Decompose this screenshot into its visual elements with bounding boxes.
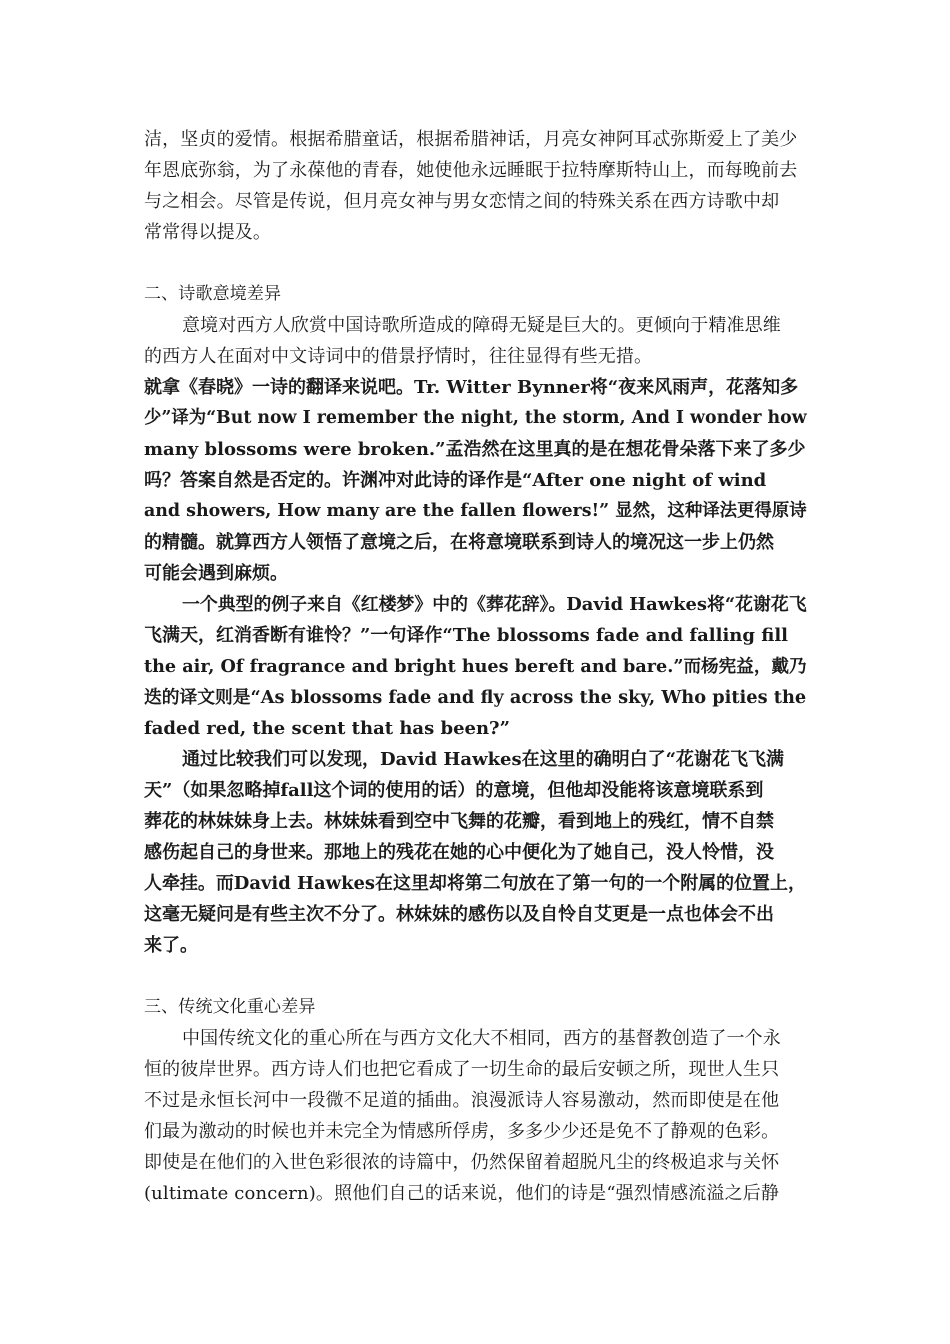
text-line: 人牵挂。而David Hawkes在这里却将第二句放在了第一句的一个附属的位置上，: [144, 873, 806, 894]
text-line: 洁，坚贞的爱情。根据希腊童话，根据希腊神话，月亮女神阿耳忒弥斯爱上了美少: [144, 129, 798, 150]
text-line: the air, Of fragrance and bright hues bereft and bare.”而杨宪益，戴乃: [144, 656, 807, 677]
text-line: 葬花的林妹妹身上去。林妹妹看到空中飞舞的花瓣，看到地上的残红，情不自禁: [144, 811, 774, 832]
text-line: many blossoms were broken.”孟浩然在这里真的是在想花骨朵落下来了多少: [144, 439, 806, 460]
paragraph-burial-flowers-example: [144, 589, 807, 744]
text-line: 意境对西方人欣赏中国诗歌所造成的障碍无疑是巨大的。更倾向于精准思维: [182, 315, 781, 336]
paragraph-hawkes-comparison: [144, 744, 807, 961]
text-line: 这毫无疑问是有些主次不分了。林妹妹的感伤以及自怜自艾更是一点也体会不出: [144, 904, 774, 925]
paragraph-chunxiao-translation: [144, 372, 807, 589]
text-line: 不过是永恒长河中一段微不足道的插曲。浪漫派诗人容易激动，然而即使是在他: [144, 1090, 780, 1111]
text-line: 年恩底弥翁，为了永葆他的青春，她使他永远睡眠于拉特摩斯特山上，而每晚前去: [144, 160, 798, 181]
paragraph-moon-goddess: [144, 124, 807, 248]
text-line: 恒的彼岸世界。西方诗人们也把它看成了一切生命的最后安顿之所，现世人生只: [144, 1059, 780, 1080]
text-line: faded red, the scent that has been?”: [144, 718, 510, 739]
text-line: 常常得以提及。: [144, 222, 272, 243]
section-spacer: [144, 248, 807, 279]
document-body: [144, 124, 807, 1209]
text-line: 通过比较我们可以发现，David Hawkes在这里的确明白了“花谢花飞飞满: [182, 749, 784, 770]
text-line: 的精髓。就算西方人领悟了意境之后，在将意境联系到诗人的境况这一步上仍然: [144, 532, 774, 553]
text-line: (ultimate concern)。照他们自己的话来说，他们的诗是“强烈情感流溢之后静: [144, 1183, 780, 1204]
text-line: 们最为激动的时候也并未完全为情感所俘虏，多多少少还是免不了静观的色彩。: [144, 1121, 780, 1142]
section-heading-cultural-focus: 三、传统文化重心差异: [144, 997, 316, 1017]
text-line: 的西方人在面对中文诗词中的借景抒情时，往往显得有些无措。: [144, 346, 653, 367]
text-line: 少”译为“But now I remember the night, the storm, And I wonder how: [144, 408, 807, 428]
section-spacer: [144, 961, 807, 992]
text-line: 吗？答案自然是否定的。许渊冲对此诗的译作是“After one night of wind: [144, 470, 767, 491]
text-line: 即使是在他们的入世色彩很浓的诗篇中，仍然保留着超脱凡尘的终极追求与关怀: [144, 1152, 780, 1173]
text-line: and showers, How many are the fallen flowers!” 显然，这种译法更得原诗: [144, 501, 807, 521]
text-line: 与之相会。尽管是传说，但月亮女神与男女恋情之间的特殊关系在西方诗歌中却: [144, 191, 780, 212]
text-line: 迭的译文则是“As blossoms fade and fly across the sky, Who pities the: [144, 687, 807, 708]
text-line: 可能会遇到麻烦。: [144, 563, 288, 584]
text-line: 就拿《春晓》一诗的翻译来说吧。Tr. Witter Bynner将“夜来风雨声，花落知多: [144, 377, 799, 398]
text-line: 中国传统文化的重心所在与西方文化大不相同，西方的基督教创造了一个永: [182, 1028, 781, 1049]
text-line: 一个典型的例子来自《红楼梦》中的《葬花辞》。David Hawkes将“花谢花飞: [182, 594, 807, 615]
paragraph-cultural-focus: [144, 1023, 807, 1209]
text-line: 感伤起自己的身世来。那地上的残花在她的心中便化为了她自己，没人怜惜，没: [144, 842, 774, 863]
text-line: 飞满天，红消香断有谁怜？”一句译作“The blossoms fade and falling fill: [144, 625, 788, 646]
section-heading-poetic-mood: 二、诗歌意境差异: [144, 284, 282, 304]
paragraph-mood-intro: [144, 310, 807, 372]
text-line: 天”（如果忽略掉fall这个词的使用的话）的意境，但他却没能将该意境联系到: [144, 780, 764, 801]
text-line: 来了。: [144, 935, 198, 956]
